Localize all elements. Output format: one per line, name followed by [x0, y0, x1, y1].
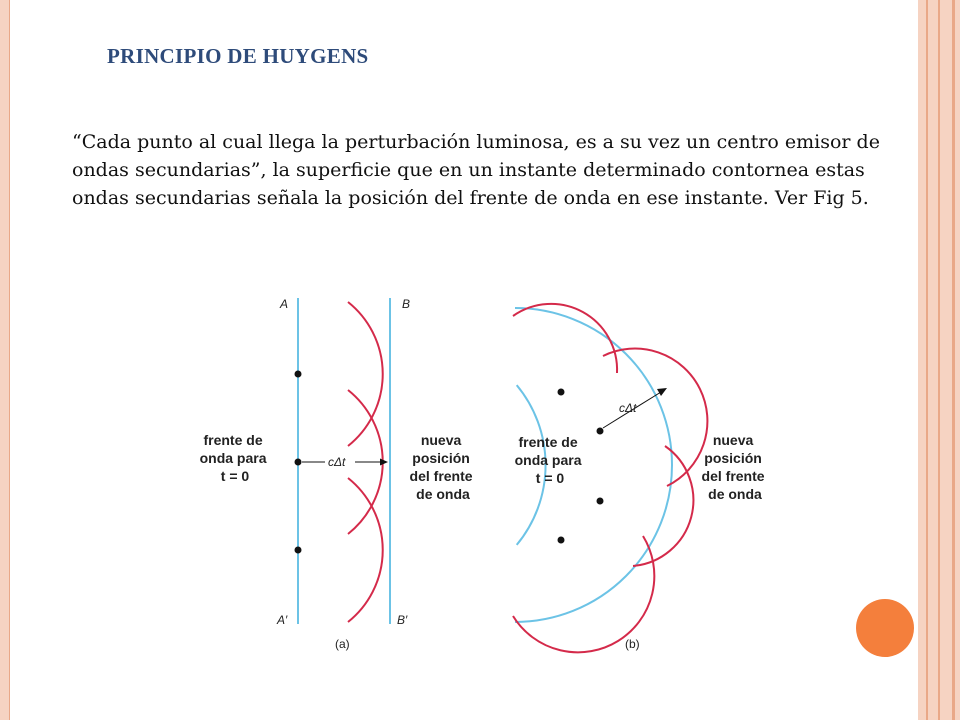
huygens-diagram [185, 286, 805, 666]
huygens-quote: “Cada punto al cual llega la perturbación luminosa, es a su vez un centro emisor de ondas secundarias”, la superficie que en un instante determinado contornea estas ondas secundarias señala la posición del frente de onda en ese instante. Ver Fig 5. [72, 131, 880, 209]
panel-a-right-label: nueva posición del frente de onda [409, 432, 473, 502]
orange-circle-decoration [856, 599, 914, 657]
source-point-b-2 [597, 428, 604, 435]
source-point-b-1 [558, 389, 565, 396]
slide-title: PRINCIPIO DE HUYGENS [107, 44, 369, 68]
arrowhead-a [380, 459, 388, 466]
label-a-top-left: A [280, 297, 289, 311]
arrow-b-label: cΔt [619, 401, 637, 415]
arrow-a-label: cΔt [328, 455, 346, 469]
label-a-bottom-left: A′ [277, 613, 288, 627]
source-point-b-3 [597, 498, 604, 505]
panel-b-right-label: nueva posición del frente de onda [701, 432, 765, 502]
source-point-b-4 [558, 537, 565, 544]
wavelet-b-3 [633, 446, 693, 566]
panel-a-left-label: frente de onda para t = 0 [199, 432, 267, 484]
wavelet-b-4 [513, 536, 654, 652]
panel-a-caption: (a) [335, 637, 350, 651]
label-a-top-right: B [402, 297, 411, 311]
wavelet-b-1 [513, 304, 617, 373]
source-point-a-3 [295, 547, 302, 554]
left-frame-border [0, 0, 9, 720]
label-a-bottom-right: B′ [397, 613, 408, 627]
arrowhead-b [657, 388, 667, 396]
wavelet-b-2 [603, 349, 707, 486]
source-point-a-1 [295, 371, 302, 378]
wavelet-a-1 [348, 302, 383, 446]
left-frame-line [9, 0, 10, 720]
wavelet-a-3 [348, 478, 383, 622]
huygens-figure [185, 286, 805, 666]
panel-b-left-label: frente de onda para t = 0 [514, 434, 582, 486]
right-frame-border [918, 0, 960, 720]
source-point-a-2 [295, 459, 302, 466]
panel-b-caption: (b) [625, 637, 640, 651]
